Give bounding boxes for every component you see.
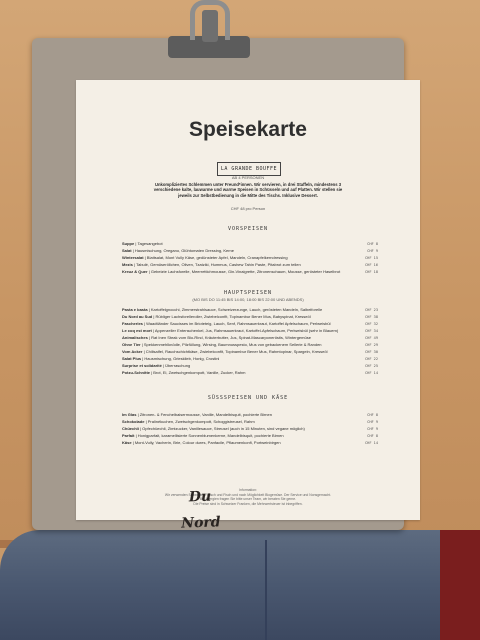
du-nord-logo: Du Nord (180, 488, 221, 532)
section-heading-vorspeisen: VORSPEISEN (227, 226, 269, 232)
section-heading-hauptspeisen: HAUPTSPEISEN (223, 290, 273, 296)
menu-sheet (76, 80, 420, 532)
menu-item: Käse | Mont-Vully, Vacherin, Brie, Colour dures, Panfacile, Pflaumenkonfi, Portweinbirgen CHF 14 (122, 440, 378, 445)
footer-line: Information: (239, 488, 257, 492)
menu-item: Salat | Hausmischung, Oregano, Glühtomaten Dressing, Kerne CHF 9 (122, 248, 378, 253)
footer-line: Die Preise sind in Schweizer Franken, die Mehrwertsteuer ist inbegriffen. (193, 501, 303, 506)
menu-item: Vom Acker | Chilisalfel, Rauchschichtkäse, Zwiebelconfit, Topinambur Bener Mus, Rahmtopinar, Spargeln, Kresseöl CHF 30 (122, 349, 378, 354)
menu-title: Speisekarte (189, 118, 307, 141)
footer-line: Bei Allergien fragen Sie bitte unser Team, wir beraten Sie gerne. (199, 497, 297, 501)
grande-bouffe-badge: LA GRANDE BOUFFE (217, 162, 281, 176)
menu-item: Chüechli | Opfechüechli, Zimtzucker, Vanillesauce, Streusel (auch in 15 Minuten, sind vegane möglich) CHF 9 (122, 426, 378, 431)
menu-item: Salat Plus | Hausmischung, Griesklieb, Honig, Crostini CHF 22 (122, 356, 378, 361)
menu-item: Im Glas | Zitronen- & Fenchelbaisermousse, Vanille, Mandelbisquit, pochierte Birnen CHF 8 (122, 412, 378, 417)
menu-item: Parfait | Honigparfait, karamellisierte Sonnenblumenkerne, Mandelbisquit, pochierte Birnen CHF 8 (122, 433, 378, 438)
menu-item: Surprise et solidarité | Überraschung CHF 25 (122, 363, 378, 368)
clipboard (32, 38, 404, 530)
menu-item: Kreuz & Quer | Gebeizte Lachsforelle, Meerrettichmousse, Gin-Vinaigrette, Zitronenschaum, Mousse, gerösteter Haselbrot CHF 18 (122, 269, 378, 274)
section-subheading-hauptspeisen: (MO BIS DO 11:45 BIS 14:00, 18:00 BIS 22:00 UND ABENDS) (192, 297, 304, 302)
intro-text: Unkompliziertes Schlemmen unter Freund*innen. Wir servieren, in drei Staffeln, mindestens 3 verschiedene kalte, lauwarme und warme Speisen in Schüsseln und auf Platten. Wir stellen sie jeweils zur Selbstbedienung in die Mitte des Tischs. Inklusive Dessert. (153, 182, 343, 198)
menu-item: Du Nord au Sud | Rübliger Lachsforelleroller, Zwiebelconfit, Topinambur Bener Mus, Babyspinat, Kresseöl CHF 38 (122, 314, 378, 319)
menu-item: Ohne Tier | Spekkenmehlknödle, Pilzfüllung, Wirsing, Baumnusspesto, Mus von gebackenem Sellerie & Randen CHF 29 (122, 342, 378, 347)
menu-item: Suppe | Tagesangebot CHF 8 (122, 241, 378, 246)
section-heading-suessspeisen: SÜSSSPEISEN UND KÄSE (207, 395, 289, 401)
intro-price: CHF 48 pro Person (230, 206, 266, 211)
menu-item: Potzu-Schnitte | Brot, Ei, Zwetschgenkompott, Vanille, Zucker, Rahm CHF 14 (122, 370, 378, 375)
red-chair (440, 530, 480, 640)
menu-item: Pasta e basta | Kartoffelgnocchi, Zimmerstrahlsauce, Schweizerzunge, Lauch, gerösteten Mandeln, Salbeiforelle CHF 23 (122, 307, 378, 312)
menu-item: Mezis | Tabulé, Gemüseröllchen, Oliven, Tzatziki, Hummus, Cashew Tahin Paste, Pitabrot zum teilen CHF 16 (122, 262, 378, 267)
badge-subtitle: AB 4 PERSONEN (231, 175, 265, 180)
clipboard-clip-ring (190, 0, 230, 40)
footer-note (76, 488, 420, 506)
jeans-seam (265, 540, 267, 640)
menu-item: Animalisches | Rat Inen Steak vom Bio-Rind, Kräuterbutter, Jus, Spinat-Mascarponeröstis, Wintergemüse CHF 49 (122, 335, 378, 340)
jeans-lap (0, 530, 480, 640)
menu-item: Le coq est mort | Appenzeller Entenschenkel, Jus, Rahmsauerkraut, Kartoffel-Apfelschaum, Perlweisbül (sehr in Blauem) CHF 34 (122, 328, 378, 333)
menu-item: Schokolade | Pralinékuchen, Zwetschgenkompott, Schoggistreusel, Rahm CHF 9 (122, 419, 378, 424)
footer-line: Wir verwenden Schweizer Fleisch und Fisch und nach Möglichkeit Biogemüse. Der Service und Nonsgemacht. (164, 492, 332, 497)
menu-item: Fascherles | Waadtländer Saucisses im Brioteteig, Lauch, Senf, Rahmsauerkraut, Kartoffel Apfelschaum, Perlweisbül CHF 32 (122, 321, 378, 326)
menu-item: Wintersalat | Blattsalat, Mont Vully Käse, gedünsteter Apfel, Mandeln, Cranapfelkerndressing CHF 15 (122, 255, 378, 260)
